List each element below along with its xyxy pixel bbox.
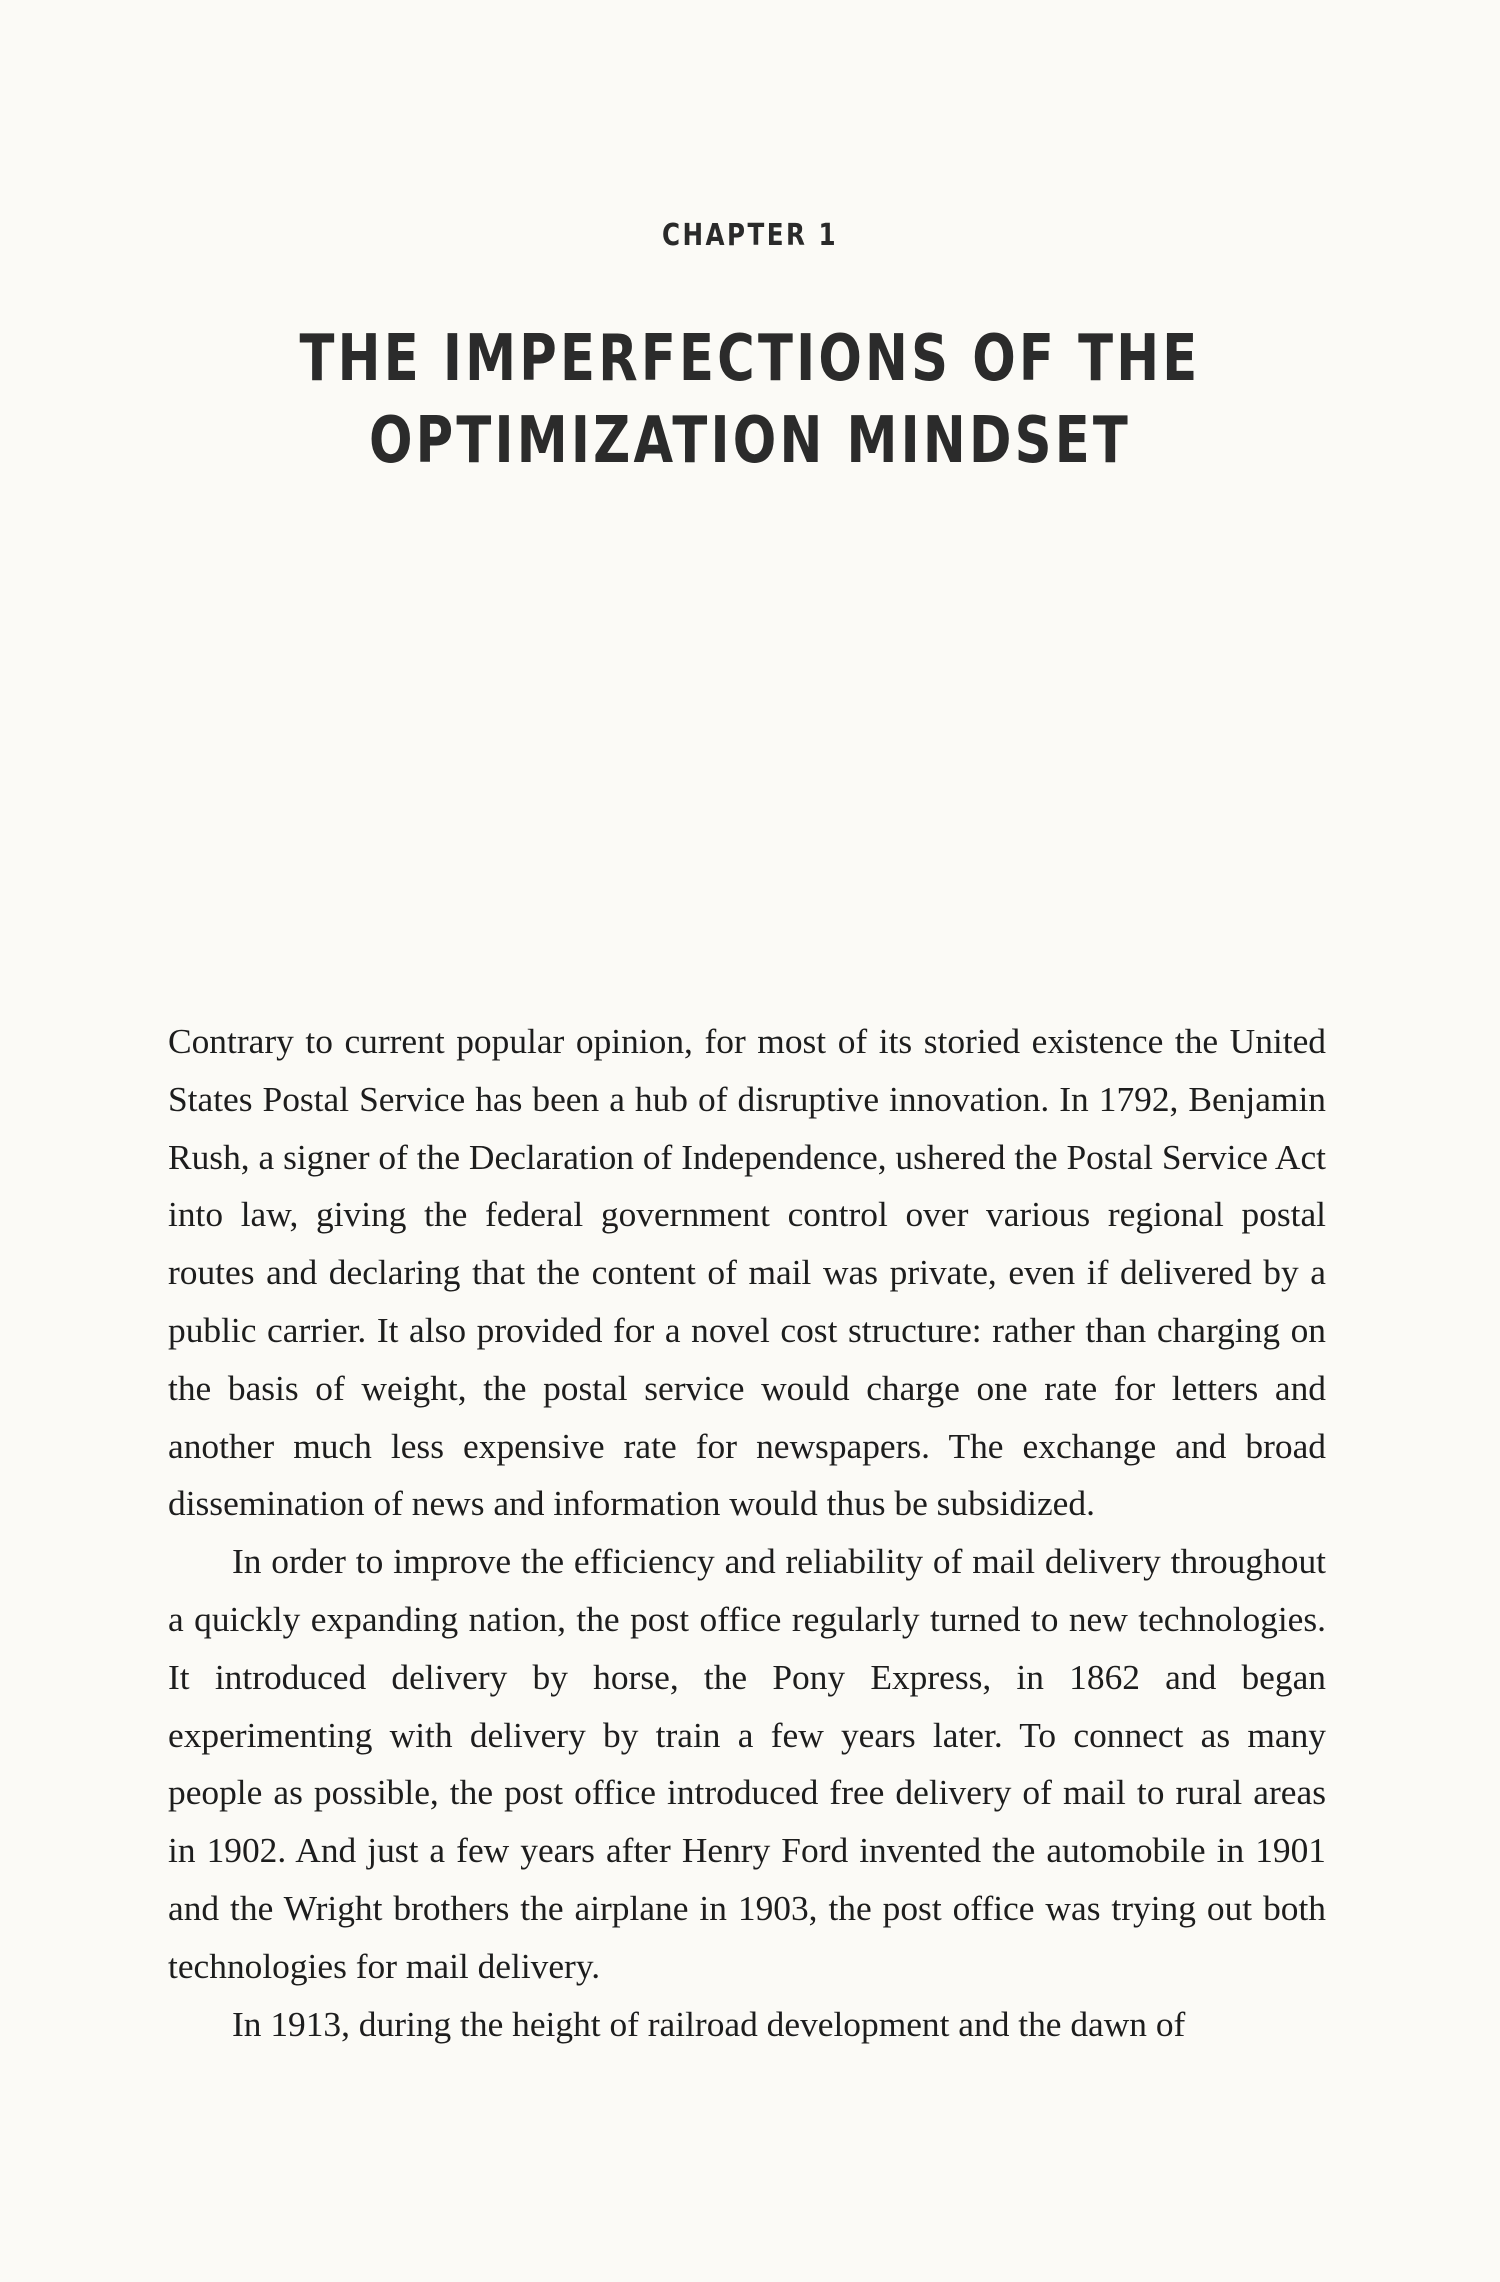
body-text: [168, 1013, 1326, 2053]
chapter-title-line-1: THE IMPERFECTIONS OF THE: [299, 322, 1201, 396]
paragraph-2: In order to improve the efficiency and reliability of mail delivery throughout a quickly expanding nation, the post office regularly turned to new technologies. It introduced delivery by horse, the Pony Express, in 1862 and began experimenting with delivery by train a few years later. To connect as many people as possible, the post office introduced free delivery of mail to rural areas in 1902. And just a few years after Henry Ford invented the automobile in 1901 and the Wright brothers the airplane in 1903, the post office was trying out both technologies for mail delivery.: [168, 1541, 1326, 1986]
chapter-title: [0, 318, 1500, 482]
chapter-title-line-2: OPTIMIZATION MINDSET: [368, 404, 1132, 478]
paragraph-3: In 1913, during the height of railroad development and the dawn of: [232, 2003, 1186, 2044]
chapter-label: CHAPTER 1: [661, 218, 839, 253]
paragraph-1: Contrary to current popular opinion, for most of its storied existence the United States Postal Service has been a hub of disruptive innovation. In 1792, Benjamin Rush, a signer of the Declaration of Independence, ushered the Postal Service Act into law, giving the federal government control over various regional postal routes and declaring that the content of mail was private, even if delivered by a public carrier. It also provided for a novel cost structure: rather than charging on the basis of weight, the postal service would charge one rate for letters and another much less expensive rate for newspapers. The exchange and broad dissemination of news and information would thus be subsidized.: [168, 1021, 1326, 1524]
